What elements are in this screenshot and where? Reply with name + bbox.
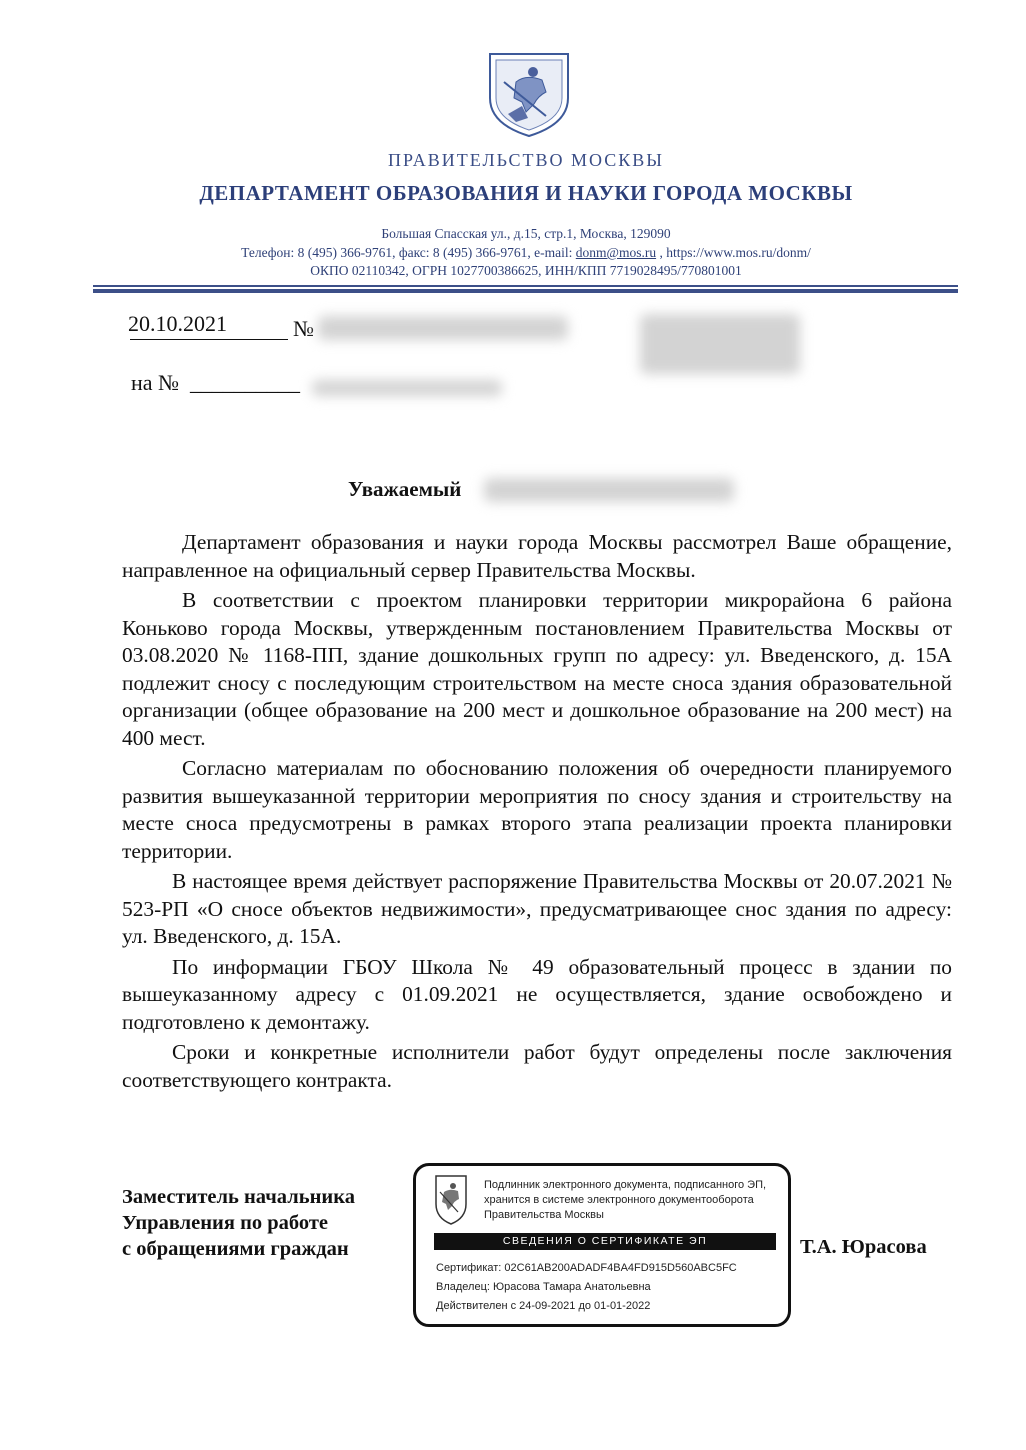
paragraph: По информации ГБОУ Школа № 49 образовательный процесс в здании по вышеуказанному адресу с 01.09.2021 не осуществляется, здание освобождено и подготовлено к демонтажу.	[122, 954, 952, 1034]
stamp-certificate-header: СВЕДЕНИЯ О СЕРТИФИКАТЕ ЭП	[434, 1233, 776, 1250]
signatory-title-line: с обращениями граждан	[122, 1238, 349, 1260]
letterhead-rule-thin	[93, 285, 958, 287]
letterhead-codes: ОКПО 02110342, ОГРН 1027700386625, ИНН/КПП 7719028495/770801001	[310, 263, 742, 278]
signatory-name: Т.А. Юрасова	[800, 1236, 927, 1258]
email-link[interactable]: donm@mos.ru	[575, 245, 657, 260]
paragraph: В соответствии с проектом планировки территории микрорайона 6 района Коньково города Москвы, утвержденным постановлением Правительства Москвы от 03.08.2020 № 1168-ПП, здание дошкольных групп по адресу: ул. Введенского, д. 15А подлежит сносу с последующим строительством на месте сноса здания образовательной организации (общее образование на 200 мест и дошкольное образование на 200 мест) на 400 мест.	[122, 588, 952, 750]
greeting: Уважаемый	[348, 477, 462, 501]
redacted-recipient	[640, 314, 800, 374]
stamp-notice	[484, 1178, 784, 1223]
paragraph: Согласно материалам по обоснованию положения об очередности планируемого развития вышеуказанной территории мероприятия по сносу здания и строительству на месте сноса предусмотрены в рамках второго этапа реализации проекта планировки территории.	[122, 756, 952, 863]
stamp-notice-line: Подлинник электронного документа, подписанного ЭП,	[484, 1179, 767, 1191]
paragraph: Департамент образования и науки города Москвы рассмотрел Ваше обращение, направленное на официальный сервер Правительства Москвы.	[122, 530, 952, 582]
signatory-title-line: Управления по работе	[122, 1212, 329, 1234]
reply-blank: __________	[190, 370, 300, 395]
stamp-coat-of-arms-icon	[434, 1174, 468, 1226]
reply-label: на №	[131, 370, 180, 395]
redacted-reply-number	[312, 380, 502, 396]
certificate-validity: Действителен с 24-09-2021 до 01-01-2022	[436, 1300, 651, 1312]
letter-body	[122, 529, 952, 1094]
contacts-phone: Телефон: 8 (495) 366-9761, факс: 8 (495) 366-9761, e-mail:	[241, 245, 576, 260]
redacted-document-number	[318, 316, 568, 340]
date-underline	[130, 339, 288, 340]
stamp-notice-line: хранится в системе электронного документооборота	[484, 1194, 754, 1206]
paragraph: Сроки и конкретные исполнители работ будут определены после заключения соответствующего контракта.	[122, 1040, 952, 1092]
signatory-title	[122, 1184, 355, 1262]
certificate-owner: Владелец: Юрасова Тамара Анатольевна	[436, 1281, 651, 1293]
paragraph: В настоящее время действует распоряжение Правительства Москвы от 20.07.2021 № 523-РП «О сносе объектов недвижимости», предусматривающее снос здания по адресу: ул. Введенского, д. 15А.	[122, 869, 952, 948]
letterhead-address: Большая Спасская ул., д.15, стр.1, Москва, 129090	[381, 226, 671, 241]
contacts-website: , https://www.mos.ru/donm/	[656, 245, 811, 260]
moscow-coat-of-arms-icon	[486, 52, 572, 138]
signatory-title-line: Заместитель начальника	[122, 1186, 355, 1208]
document-date: 20.10.2021	[128, 311, 227, 336]
stamp-certificate-info	[436, 1259, 737, 1316]
electronic-signature-stamp	[413, 1163, 791, 1327]
redacted-addressee-name	[484, 478, 734, 502]
number-sign: №	[293, 316, 314, 341]
letterhead-government: ПРАВИТЕЛЬСТВО МОСКВЫ	[387, 150, 664, 170]
letterhead-rule-thick	[93, 289, 958, 293]
letterhead-department: ДЕПАРТАМЕНТ ОБРАЗОВАНИЯ И НАУКИ ГОРОДА МОСКВЫ	[199, 181, 853, 205]
stamp-notice-line: Правительства Москвы	[484, 1209, 604, 1221]
certificate-number: Сертификат: 02C61AB200ADADF4BA4FD915D560ABC5FC	[436, 1262, 737, 1274]
letterhead-contacts	[0, 245, 1026, 261]
